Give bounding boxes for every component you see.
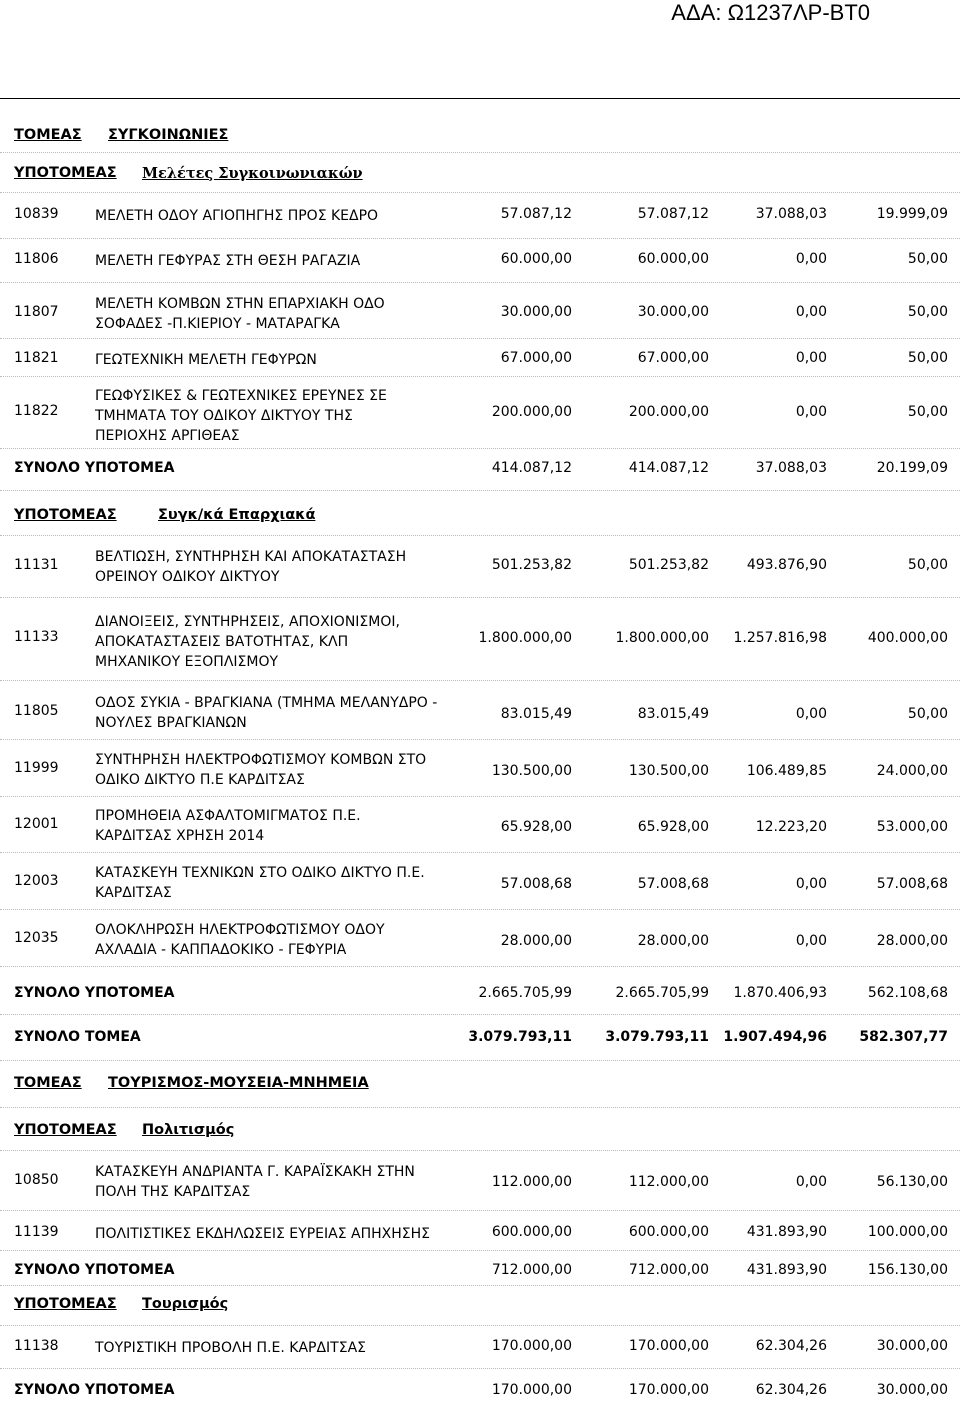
amount-col-2: 501.253,82	[628, 557, 709, 573]
amount-col-1: 57.087,12	[500, 206, 572, 222]
amount-col-4: 50,00	[907, 251, 948, 267]
amount-col-1: 67.000,00	[500, 350, 572, 366]
amount-col-4: 56.130,00	[876, 1174, 948, 1190]
ypotomeas-label: ΥΠΟΤΟΜΕΑΣ	[14, 165, 117, 181]
amount-col-1: 1.800.000,00	[478, 630, 572, 646]
project-code: 11807	[14, 304, 59, 320]
total-col-1: 3.079.793,11	[468, 1029, 572, 1045]
amount-col-2: 67.000,00	[637, 350, 709, 366]
total-col-2: 414.087,12	[628, 460, 709, 476]
amount-col-4: 50,00	[907, 706, 948, 722]
project-description: ΓΕΩΦΥΣΙΚΕΣ & ΓΕΩΤΕΧΝΙΚΕΣ ΕΡΕΥΝΕΣ ΣΕ ΤΜΗΜΑΤΑ ΤΟΥ ΟΔΙΚΟΥ ΔΙΚΤΥΟΥ ΤΗΣ ΠΕΡΙΟΧΗΣ ΑΡΓΙΘΕΑΣ	[95, 388, 387, 444]
amount-col-2: 57.087,12	[637, 206, 709, 222]
project-description: ΤΟΥΡΙΣΤΙΚΗ ΠΡΟΒΟΛΗ Π.Ε. ΚΑΡΔΙΤΣΑΣ	[95, 1340, 366, 1356]
amount-col-4: 50,00	[907, 557, 948, 573]
amount-col-2: 600.000,00	[628, 1224, 709, 1240]
project-description: ΟΛΟΚΛΗΡΩΣΗ ΗΛΕΚΤΡΟΦΩΤΙΣΜΟΥ ΟΔΟΥ ΑΧΛΑΔΙΑ - ΚΑΠΠΑΔΟΚΙΚΟ - ΓΕΦΥΡΙΑ	[95, 922, 385, 958]
ypotomeas-name: Τουρισμός	[142, 1296, 229, 1312]
amount-col-1: 83.015,49	[500, 706, 572, 722]
amount-col-1: 65.928,00	[500, 819, 572, 835]
total-col-2: 2.665.705,99	[615, 985, 709, 1001]
total-col-2: 3.079.793,11	[605, 1029, 709, 1045]
amount-col-2: 60.000,00	[637, 251, 709, 267]
amount-col-2: 130.500,00	[628, 763, 709, 779]
amount-col-4: 100.000,00	[867, 1224, 948, 1240]
project-description: ΣΥΝΤΗΡΗΣΗ ΗΛΕΚΤΡΟΦΩΤΙΣΜΟΥ ΚΟΜΒΩΝ ΣΤΟ ΟΔΙΚΟ ΔΙΚΤΥΟ Π.Ε ΚΑΡΔΙΤΣΑΣ	[95, 752, 427, 788]
project-code: 11138	[14, 1338, 59, 1354]
project-code: 11131	[14, 557, 59, 573]
ypotomeas-name: Πολιτισμός	[142, 1122, 235, 1138]
project-description: ΓΕΩΤΕΧΝΙΚΗ ΜΕΛΕΤΗ ΓΕΦΥΡΩΝ	[95, 352, 317, 368]
total-col-1: 414.087,12	[491, 460, 572, 476]
project-code: 11821	[14, 350, 59, 366]
amount-col-3: 0,00	[795, 404, 827, 420]
project-description: ΜΕΛΕΤΗ ΚΟΜΒΩΝ ΣΤΗΝ ΕΠΑΡΧΙΑΚΗ ΟΔΟ ΣΟΦΑΔΕΣ -Π.ΚΙΕΡΙΟΥ - ΜΑΤΑΡΑΓΚΑ	[95, 296, 385, 332]
amount-col-4: 24.000,00	[876, 763, 948, 779]
amount-col-3: 0,00	[795, 251, 827, 267]
project-description: ΚΑΤΑΣΚΕΥΗ ΑΝΔΡΙΑΝΤΑ Γ. ΚΑΡΑΪΣΚΑΚΗ ΣΤΗΝ ΠΟΛΗ ΤΗΣ ΚΑΡΔΙΤΣΑΣ	[95, 1164, 415, 1200]
subsector-total-label: ΣΥΝΟΛΟ ΥΠΟΤΟΜΕΑ	[14, 985, 175, 1001]
amount-col-4: 57.008,68	[876, 876, 948, 892]
amount-col-4: 28.000,00	[876, 933, 948, 949]
ypotomeas-label: ΥΠΟΤΟΜΕΑΣ	[14, 507, 117, 523]
total-col-3: 431.893,90	[746, 1262, 827, 1278]
project-description: ΜΕΛΕΤΗ ΓΕΦΥΡΑΣ ΣΤΗ ΘΕΣΗ ΡΑΓΑΖΙΑ	[95, 253, 361, 269]
project-code: 11139	[14, 1224, 59, 1240]
amount-col-2: 57.008,68	[637, 876, 709, 892]
amount-col-2: 112.000,00	[628, 1174, 709, 1190]
project-code: 11822	[14, 403, 59, 419]
total-col-4: 562.108,68	[867, 985, 948, 1001]
amount-col-2: 28.000,00	[637, 933, 709, 949]
amount-col-4: 30.000,00	[876, 1338, 948, 1354]
total-col-2: 170.000,00	[628, 1382, 709, 1398]
amount-col-3: 1.257.816,98	[733, 630, 827, 646]
ypotomeas-label: ΥΠΟΤΟΜΕΑΣ	[14, 1296, 117, 1312]
total-col-3: 1.870.406,93	[733, 985, 827, 1001]
amount-col-2: 200.000,00	[628, 404, 709, 420]
project-code: 11805	[14, 703, 59, 719]
amount-col-2: 1.800.000,00	[615, 630, 709, 646]
subsector-total-label: ΣΥΝΟΛΟ ΥΠΟΤΟΜΕΑ	[14, 460, 175, 476]
amount-col-3: 0,00	[795, 1174, 827, 1190]
project-code: 11999	[14, 760, 59, 776]
amount-col-1: 600.000,00	[491, 1224, 572, 1240]
project-code: 12003	[14, 873, 59, 889]
project-description: ΟΔΟΣ ΣΥΚΙΑ - ΒΡΑΓΚΙΑΝΑ (ΤΜΗΜΑ ΜΕΛΑΝΥΔΡΟ - ΝΟΥΛΕΣ ΒΡΑΓΚΙΑΝΩΝ	[95, 695, 438, 731]
project-description: ΒΕΛΤΙΩΣΗ, ΣΥΝΤΗΡΗΣΗ ΚΑΙ ΑΠΟΚΑΤΑΣΤΑΣΗ ΟΡΕΙΝΟΥ ΟΔΙΚΟΥ ΔΙΚΤΥΟΥ	[95, 549, 407, 585]
amount-col-2: 170.000,00	[628, 1338, 709, 1354]
sector-total-label: ΣΥΝΟΛΟ ΤΟΜΕΑ	[14, 1029, 141, 1045]
amount-col-3: 37.088,03	[755, 206, 827, 222]
amount-col-1: 170.000,00	[491, 1338, 572, 1354]
amount-col-3: 0,00	[795, 706, 827, 722]
project-code: 10839	[14, 206, 59, 222]
amount-col-4: 50,00	[907, 404, 948, 420]
amount-col-4: 400.000,00	[867, 630, 948, 646]
tomeas-name: ΣΥΓΚΟΙΝΩΝΙΕΣ	[108, 127, 229, 143]
total-col-2: 712.000,00	[628, 1262, 709, 1278]
total-col-4: 20.199,09	[876, 460, 948, 476]
tomeas-label: ΤΟΜΕΑΣ	[14, 1075, 82, 1091]
tomeas-name: ΤΟΥΡΙΣΜΟΣ-ΜΟΥΣΕΙΑ-ΜΝΗΜΕΙΑ	[108, 1075, 369, 1091]
amount-col-1: 112.000,00	[491, 1174, 572, 1190]
ypotomeas-name: Συγκ/κά Επαρχιακά	[158, 507, 316, 523]
amount-col-4: 50,00	[907, 350, 948, 366]
subsector-total-label: ΣΥΝΟΛΟ ΥΠΟΤΟΜΕΑ	[14, 1262, 175, 1278]
ada-stamp: ΑΔΑ: Ω1237ΛΡ-ΒΤ0	[671, 0, 870, 25]
amount-col-1: 57.008,68	[500, 876, 572, 892]
amount-col-3: 12.223,20	[755, 819, 827, 835]
project-description: ΠΟΛΙΤΙΣΤΙΚΕΣ ΕΚΔΗΛΩΣΕΙΣ ΕΥΡΕΙΑΣ ΑΠΗΧΗΣΗΣ	[95, 1226, 430, 1242]
project-code: 11806	[14, 251, 59, 267]
amount-col-3: 0,00	[795, 933, 827, 949]
amount-col-4: 53.000,00	[876, 819, 948, 835]
total-col-3: 1.907.494,96	[723, 1029, 827, 1045]
project-description: ΚΑΤΑΣΚΕΥΗ ΤΕΧΝΙΚΩΝ ΣΤΟ ΟΔΙΚΟ ΔΙΚΤΥΟ Π.Ε. ΚΑΡΔΙΤΣΑΣ	[95, 865, 425, 901]
amount-col-2: 65.928,00	[637, 819, 709, 835]
amount-col-2: 83.015,49	[637, 706, 709, 722]
amount-col-4: 50,00	[907, 304, 948, 320]
tomeas-label: ΤΟΜΕΑΣ	[14, 127, 82, 143]
amount-col-3: 431.893,90	[746, 1224, 827, 1240]
amount-col-1: 28.000,00	[500, 933, 572, 949]
total-col-1: 712.000,00	[491, 1262, 572, 1278]
total-col-4: 582.307,77	[859, 1029, 948, 1045]
project-code: 12035	[14, 930, 59, 946]
amount-col-1: 130.500,00	[491, 763, 572, 779]
subsector-total-label: ΣΥΝΟΛΟ ΥΠΟΤΟΜΕΑ	[14, 1382, 175, 1398]
amount-col-3: 0,00	[795, 350, 827, 366]
project-description: ΠΡΟΜΗΘΕΙΑ ΑΣΦΑΛΤΟΜΙΓΜΑΤΟΣ Π.Ε. ΚΑΡΔΙΤΣΑΣ ΧΡΗΣΗ 2014	[95, 808, 361, 844]
total-col-1: 2.665.705,99	[478, 985, 572, 1001]
amount-col-1: 60.000,00	[500, 251, 572, 267]
total-col-3: 62.304,26	[755, 1382, 827, 1398]
project-description: ΜΕΛΕΤΗ ΟΔΟΥ ΑΓΙΟΠΗΓΗΣ ΠΡΟΣ ΚΕΔΡΟ	[95, 208, 379, 224]
ypotomeas-name: Μελέτες Συγκοινωνιακών	[142, 165, 363, 182]
amount-col-3: 0,00	[795, 876, 827, 892]
project-description: ΔΙΑΝΟΙΞΕΙΣ, ΣΥΝΤΗΡΗΣΕΙΣ, ΑΠΟΧΙΟΝΙΣΜΟΙ, ΑΠΟΚΑΤΑΣΤΑΣΕΙΣ ΒΑΤΟΤΗΤΑΣ, ΚΛΠ ΜΗΧΑΝΙΚΟΥ ΕΞΟΠΛΙΣΜΟΥ	[95, 614, 400, 670]
amount-col-1: 200.000,00	[491, 404, 572, 420]
amount-col-3: 106.489,85	[746, 763, 827, 779]
project-code: 10850	[14, 1172, 59, 1188]
amount-col-3: 0,00	[795, 304, 827, 320]
ypotomeas-label: ΥΠΟΤΟΜΕΑΣ	[14, 1122, 117, 1138]
project-code: 12001	[14, 816, 59, 832]
amount-col-2: 30.000,00	[637, 304, 709, 320]
total-col-4: 156.130,00	[867, 1262, 948, 1278]
amount-col-3: 493.876,90	[746, 557, 827, 573]
total-col-1: 170.000,00	[491, 1382, 572, 1398]
amount-col-1: 501.253,82	[491, 557, 572, 573]
amount-col-4: 19.999,09	[876, 206, 948, 222]
amount-col-1: 30.000,00	[500, 304, 572, 320]
total-col-4: 30.000,00	[876, 1382, 948, 1398]
total-col-3: 37.088,03	[755, 460, 827, 476]
project-code: 11133	[14, 629, 59, 645]
amount-col-3: 62.304,26	[755, 1338, 827, 1354]
top-divider	[0, 98, 960, 99]
